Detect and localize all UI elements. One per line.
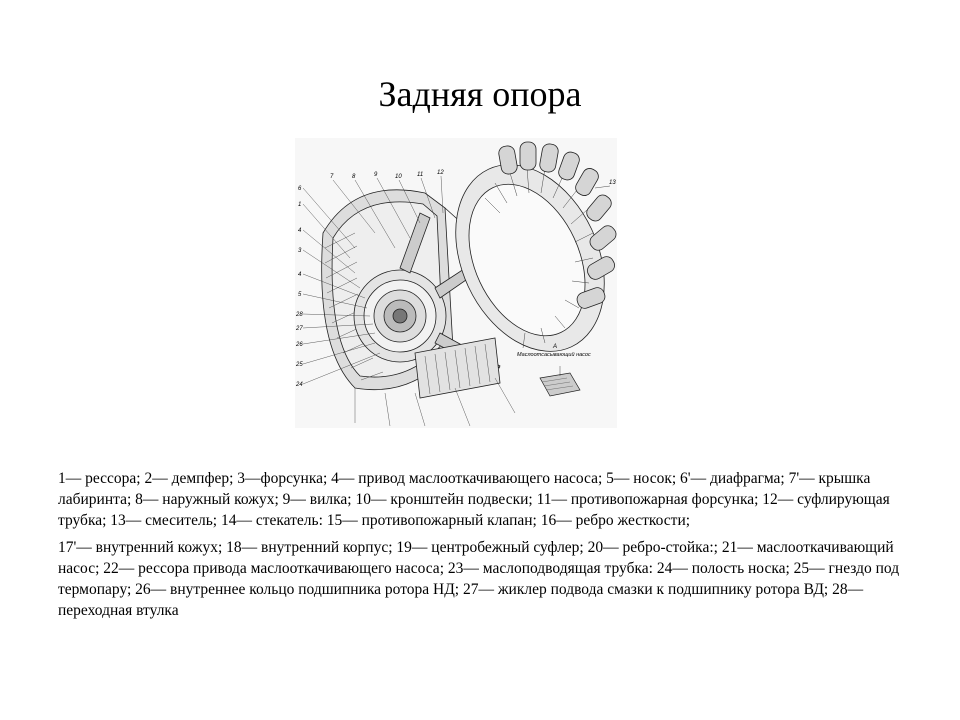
left-number: 4 <box>298 272 302 278</box>
top-number: 12 <box>437 170 444 176</box>
left-number: 6 <box>298 186 302 192</box>
parts-legend <box>58 468 908 627</box>
figure-caption: Маслоотсасывающий насос <box>517 352 591 358</box>
left-number: 4 <box>298 228 302 234</box>
top-number: 11 <box>417 172 424 178</box>
left-number: 1 <box>298 202 302 208</box>
left-number: 5 <box>298 292 302 298</box>
figure-label-a: А <box>553 344 558 350</box>
left-number: 26 <box>296 342 303 348</box>
legend-paragraph: 17'— внутренний кожух; 18— внутренний корпус; 19— центробежный суфлер; 20— ребро-стойка:; 21— маслооткачивающий насос; 22— рессора привода маслооткачивающего насоса; 23— маслоподводящая трубка: 24— полость носка; 25— гнездо под термопару; 26— внутреннее кольцо подшипника ротора НД; 27— жиклер подвода смазки к подшипнику ротора ВД; 28— переходная втулка <box>58 539 900 619</box>
top-number: 8 <box>352 174 356 180</box>
top-number: 9 <box>374 172 378 178</box>
rear-support-drawing <box>295 138 617 428</box>
rear-support-illustration <box>295 138 617 428</box>
left-number: 24 <box>296 382 303 388</box>
left-number: 3 <box>298 248 302 254</box>
left-number: 27 <box>296 326 303 332</box>
left-number: 25 <box>296 362 303 368</box>
top-number: 7 <box>330 174 334 180</box>
left-number: 28 <box>296 312 303 318</box>
slide-title: Задняя опора <box>378 74 582 114</box>
top-number: 10 <box>395 174 402 180</box>
legend-paragraph: 1— рессора; 2— демпфер; 3—форсунка; 4— привод маслооткачивающего насоса; 5— носок; 6'— диафрагма; 7'— крышка лабиринта; 8— наружный кожух; 9— вилка; 10— кронштейн подвески; 11— противопожарная форсунка; 12— суфлирующая трубка; 13— смеситель; 14— стекатель: 15— противопожарный клапан; 16— ребро жесткости; <box>58 470 890 529</box>
figure-number-right: 13 <box>609 180 616 186</box>
